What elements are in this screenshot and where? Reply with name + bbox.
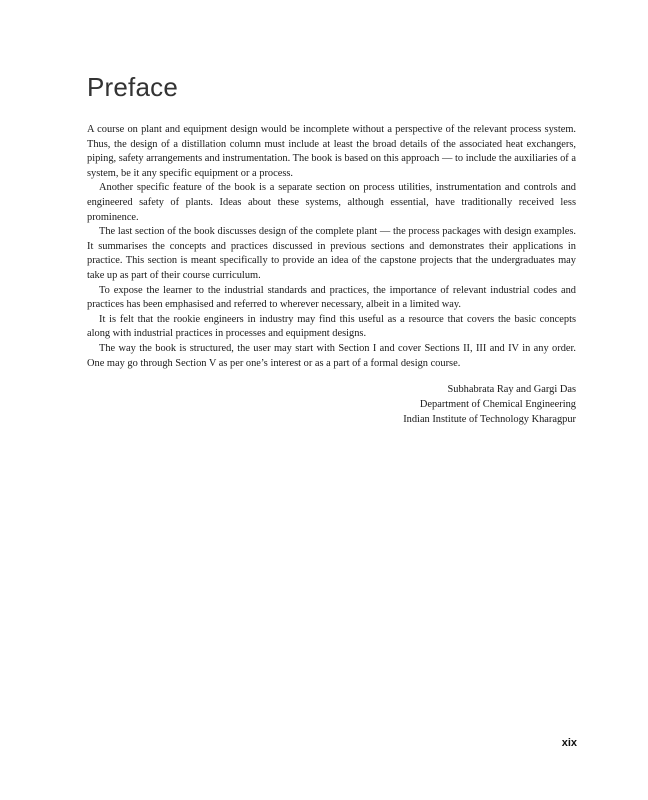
preface-body xyxy=(87,123,576,371)
author-department: Department of Chemical Engineering xyxy=(419,399,576,410)
paragraph: Another specific feature of the book is a separate section on process utilities, instrumentation and controls and engineered safety of plants. Ideas about these systems, although essential, have traditionally received less prominence. xyxy=(87,182,576,223)
paragraph: A course on plant and equipment design would be incomplete without a perspective of the relevant process system. Thus, the design of a distillation column must include at least the broad details of the associated heat exchangers, piping, safety arrangements and instrumentation. The book is based on this approach — to include the auxiliaries of a system, be it any specific equipment or a process. xyxy=(87,124,576,179)
paragraph: The last section of the book discusses design of the complete plant — the process packages with design examples. It summarises the concepts and practices discussed in previous sections and demonstrates their applications in practice. This section is meant specifically to provide an idea of the capstone projects that the undergraduates may take up as part of their course curriculum. xyxy=(87,226,576,281)
paragraph: To expose the learner to the industrial standards and practices, the importance of relevant industrial codes and practices has been emphasised and referred to wherever necessary, albeit in a limited way. xyxy=(87,284,576,311)
author-institution: Indian Institute of Technology Kharagpur xyxy=(403,414,576,425)
paragraph: The way the book is structured, the user may start with Section I and cover Sections II, III and IV in any order. One may go through Section V as per one’s interest or as a part of a formal design course. xyxy=(87,342,576,369)
author-signature-block xyxy=(403,382,576,427)
paragraph: It is felt that the rookie engineers in industry may find this useful as a resource that covers the basic concepts along with industrial practices in processes and equipment designs. xyxy=(87,313,576,340)
page-number: xix xyxy=(561,737,577,749)
page-title: Preface xyxy=(87,72,179,102)
author-names: Subhabrata Ray and Gargi Das xyxy=(447,384,576,395)
